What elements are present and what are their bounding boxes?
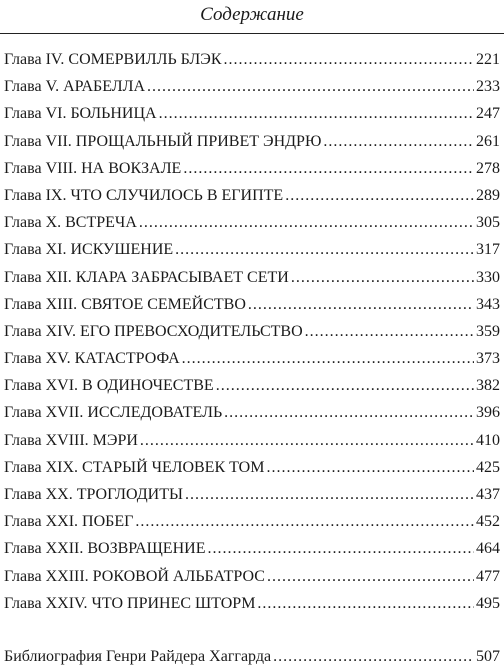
dot-leader bbox=[267, 563, 474, 590]
dot-leader bbox=[285, 182, 474, 209]
toc-entry-title: Глава IX. ЧТО СЛУЧИЛОСЬ В ЕГИПТЕ bbox=[4, 186, 284, 204]
toc-entry-title: Глава XXI. ПОБЕГ bbox=[4, 513, 134, 531]
dot-leader bbox=[305, 318, 474, 345]
toc-entry-page: 495 bbox=[476, 594, 500, 612]
toc-entry-page: 330 bbox=[476, 268, 500, 286]
running-header-title: Содержание bbox=[200, 4, 304, 25]
toc-entry-page: 464 bbox=[476, 540, 500, 558]
toc-entry-title: Глава XIV. ЕГО ПРЕВОСХОДИТЕЛЬСТВО bbox=[4, 322, 303, 340]
dot-leader bbox=[257, 590, 474, 617]
toc-entry[interactable] bbox=[4, 264, 500, 291]
toc-entry[interactable] bbox=[4, 128, 500, 155]
dot-leader bbox=[266, 454, 474, 481]
toc-entry-page: 278 bbox=[476, 159, 500, 177]
toc-entry[interactable] bbox=[4, 209, 500, 236]
toc-entry-page: 233 bbox=[476, 78, 500, 96]
toc-entry[interactable] bbox=[4, 481, 500, 508]
toc-entry-page: 289 bbox=[476, 186, 500, 204]
toc-entry[interactable] bbox=[4, 345, 500, 372]
toc-entry-page: 437 bbox=[476, 486, 500, 503]
toc-entry-title: Библиография Генри Райдера Хаггарда bbox=[4, 648, 272, 665]
toc-entry-title: Глава VII. ПРОЩАЛЬНЫЙ ПРИВЕТ ЭНДРЮ bbox=[4, 132, 322, 150]
dot-leader bbox=[183, 155, 474, 182]
toc-entry-page: 452 bbox=[476, 513, 500, 531]
toc-entry[interactable] bbox=[4, 427, 500, 454]
dot-leader bbox=[207, 535, 474, 562]
toc-entry[interactable] bbox=[4, 508, 500, 535]
toc-entry[interactable] bbox=[4, 590, 500, 617]
toc-entry-title: Глава XV. КАТАСТРОФА bbox=[4, 350, 180, 368]
dot-leader bbox=[273, 643, 474, 670]
toc-entry[interactable] bbox=[4, 291, 500, 318]
toc-entry-title: Глава XVII. ИССЛЕДОВАТЕЛЬ bbox=[4, 404, 223, 422]
dot-leader bbox=[140, 427, 474, 454]
dot-leader bbox=[139, 209, 474, 236]
toc-entry-title: Глава XIII. СВЯТОЕ СЕМЕЙСТВО bbox=[4, 295, 246, 313]
toc-entry[interactable] bbox=[4, 372, 500, 399]
toc-entry[interactable] bbox=[4, 454, 500, 481]
toc-entry[interactable] bbox=[4, 182, 500, 209]
toc-entry-page: 343 bbox=[476, 295, 500, 313]
toc-entry-title: Глава XI. ИСКУШЕНИЕ bbox=[4, 241, 174, 259]
toc-entry-title: Глава VIII. НА ВОКЗАЛЕ bbox=[4, 159, 182, 177]
dot-leader bbox=[135, 508, 474, 535]
toc-entry[interactable] bbox=[4, 100, 500, 127]
toc-entry[interactable] bbox=[4, 46, 500, 73]
toc-entry-title: Глава XXII. ВОЗВРАЩЕНИЕ bbox=[4, 540, 206, 558]
toc-entry[interactable] bbox=[4, 399, 500, 426]
dot-leader bbox=[216, 372, 474, 399]
table-of-contents bbox=[4, 46, 500, 617]
toc-entry-title: Глава XIX. СТАРЫЙ ЧЕЛОВЕК ТОМ bbox=[4, 458, 265, 476]
toc-entry[interactable] bbox=[4, 155, 500, 182]
toc-entry-title: Глава XVI. В ОДИНОЧЕСТВЕ bbox=[4, 377, 214, 395]
toc-entry-page: 305 bbox=[476, 214, 500, 232]
dot-leader bbox=[175, 236, 474, 263]
header-rule bbox=[0, 33, 504, 34]
dot-leader bbox=[159, 100, 474, 127]
toc-entry-title: Глава VI. БОЛЬНИЦА bbox=[4, 105, 157, 123]
toc-entry-title: Глава V. АРАБЕЛЛА bbox=[4, 78, 146, 96]
dot-leader bbox=[248, 291, 474, 318]
toc-entry-bibliography[interactable] bbox=[4, 643, 500, 670]
toc-entry-title: Глава IV. СОМЕРВИЛЛЬ БЛЭК bbox=[4, 51, 222, 68]
toc-entry-title: Глава XXIV. ЧТО ПРИНЕС ШТОРМ bbox=[4, 594, 256, 612]
toc-entry-title: Глава XXIII. РОКОВОЙ АЛЬБАТРОС bbox=[4, 567, 265, 585]
toc-entry[interactable] bbox=[4, 318, 500, 345]
dot-leader bbox=[185, 481, 474, 508]
toc-entry-page: 359 bbox=[476, 322, 500, 340]
toc-entry-title: Глава XVIII. МЭРИ bbox=[4, 431, 138, 449]
toc-entry-page: 425 bbox=[476, 458, 500, 476]
toc-entry-page: 382 bbox=[476, 377, 500, 395]
toc-entry[interactable] bbox=[4, 236, 500, 263]
dot-leader bbox=[323, 128, 474, 155]
dot-leader bbox=[147, 73, 474, 100]
toc-entry-page: 317 bbox=[476, 241, 500, 259]
toc-entry-title: Глава X. ВСТРЕЧА bbox=[4, 214, 137, 232]
toc-entry-page: 477 bbox=[476, 567, 500, 585]
toc-entry-page: 410 bbox=[476, 431, 500, 449]
toc-entry-page: 396 bbox=[476, 404, 500, 422]
dot-leader bbox=[224, 399, 474, 426]
dot-leader bbox=[224, 46, 474, 73]
toc-entry-title: Глава XX. ТРОГЛОДИТЫ bbox=[4, 486, 183, 503]
toc-entry[interactable] bbox=[4, 73, 500, 100]
toc-entry-page: 247 bbox=[476, 105, 500, 123]
dot-leader bbox=[182, 345, 474, 372]
toc-entry-page: 261 bbox=[476, 132, 500, 150]
toc-entry[interactable] bbox=[4, 563, 500, 590]
toc-entry-page: 507 bbox=[476, 648, 500, 665]
dot-leader bbox=[291, 264, 474, 291]
toc-entry-page: 221 bbox=[476, 51, 500, 68]
toc-entry-title: Глава XII. КЛАРА ЗАБРАСЫВАЕТ СЕТИ bbox=[4, 268, 289, 286]
toc-entry[interactable] bbox=[4, 535, 500, 562]
toc-entry-page: 373 bbox=[476, 350, 500, 368]
